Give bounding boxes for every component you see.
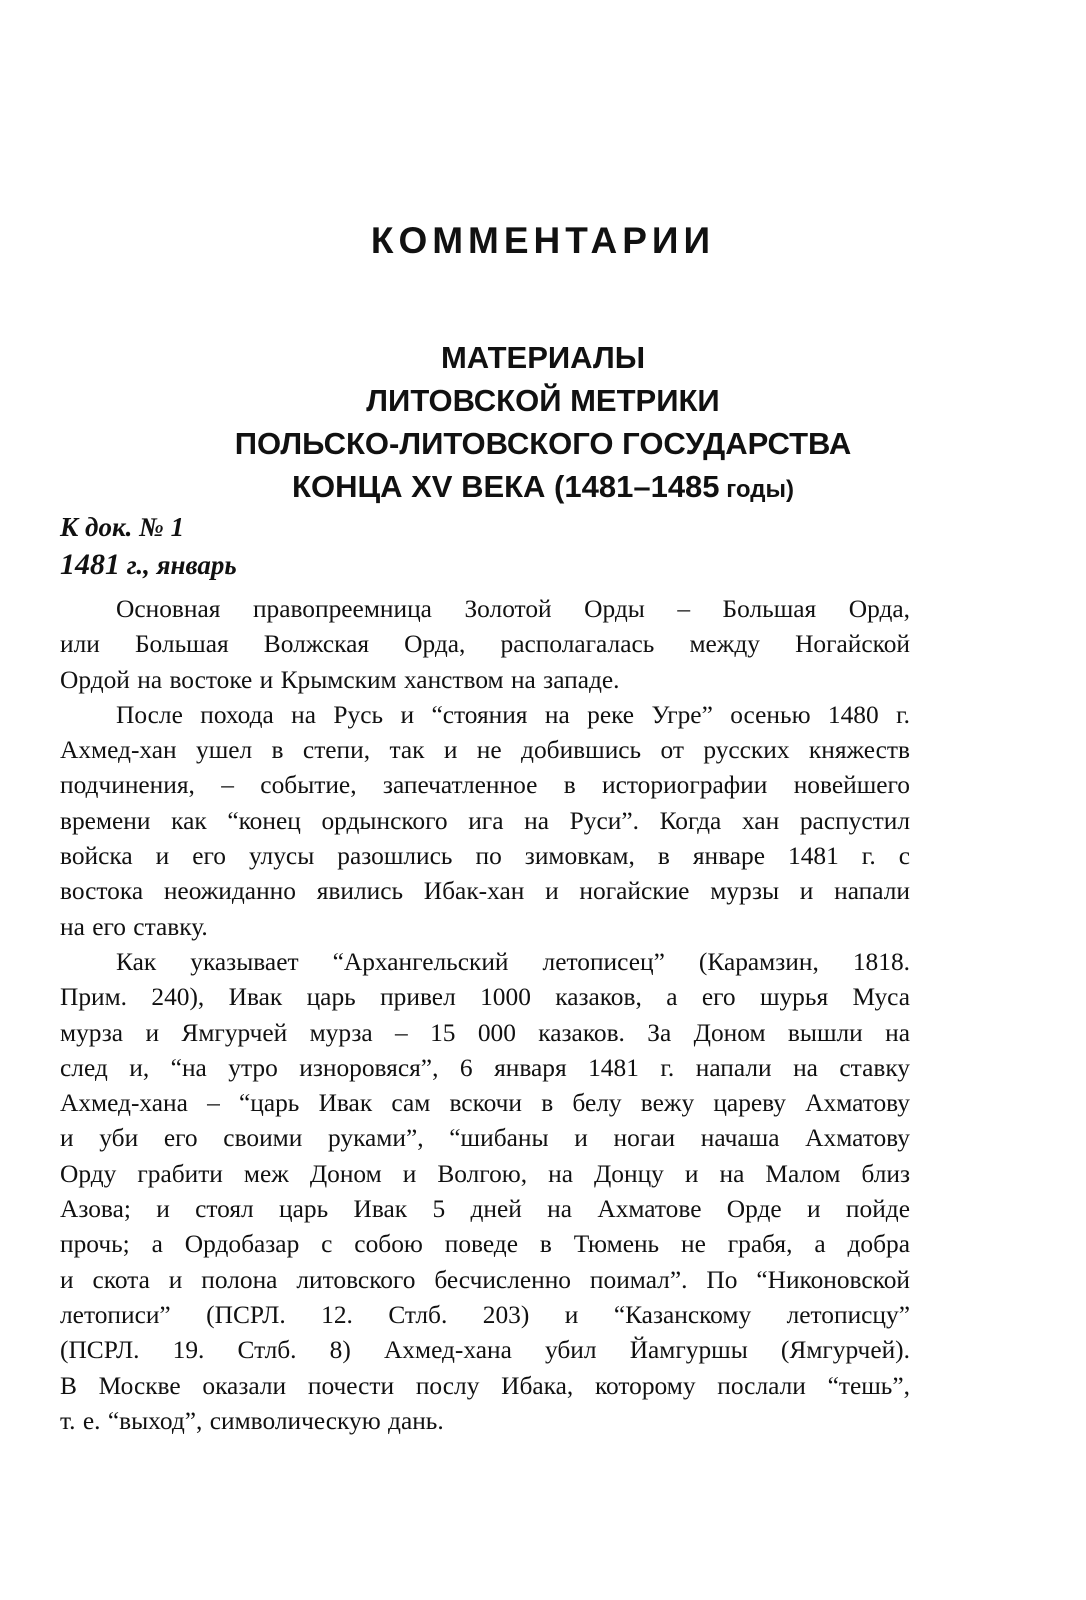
section-title-line-4-small: годы) [719, 476, 794, 503]
paragraph-line: После похода на Русь и “стояния на реке Угре” осенью 1480 г. [116, 700, 910, 729]
paragraph-line: Ордой на востоке и Крымским ханством на западе. [60, 665, 620, 694]
paragraph-line: Ахмед-хан ушел в степи, так и не добившись от русских княжеств [60, 736, 910, 765]
paragraph-line: или Большая Волжская Орда, располагалась между Ногайской [60, 630, 910, 659]
section-title-line-1: МАТЕРИАЛЫ [440, 340, 646, 375]
paragraph-line: Ахмед-хана – “царь Ивак сам вскочи в белу вежу цареву Ахматову [60, 1089, 910, 1118]
paragraph-line: Орду грабити меж Доном и Волгою, на Донцу и на Малом близ [60, 1159, 910, 1188]
paragraph-line: т. е. “выход”, символическую дань. [60, 1406, 444, 1435]
paragraph [60, 592, 910, 698]
paragraph-line: на его ставку. [60, 912, 208, 941]
paragraph-line: (ПСРЛ. 19. Стлб. 8) Ахмед-хана убил Йамгуршы (Ямгурчей). [60, 1336, 910, 1365]
paragraph [60, 945, 910, 1439]
paragraph-line: востока неожиданно явились Ибак-хан и ногайские мурзы и напали [60, 877, 910, 906]
commentary-body [60, 592, 910, 1439]
document-year: 1481 [60, 548, 120, 581]
paragraph-line: след и, “на утро изноровяся”, 6 января 1481 г. напали на ставку [60, 1053, 910, 1082]
document-number: К док. № 1 [60, 512, 185, 542]
paragraph-line: Как указывает “Архангельский летописец” (Карамзин, 1818. [116, 947, 910, 976]
paragraph-line: мурза и Ямгурчей мурза – 15 000 казаков. За Доном вышли на [60, 1018, 910, 1047]
document-date [60, 546, 660, 584]
paragraph-line: войска и его улусы разошлись по зимовкам, в январе 1481 г. с [60, 842, 910, 871]
paragraph-line: В Москве оказали почести послу Ибака, которому послали “тешь”, [60, 1371, 910, 1400]
section-title-line-3: ПОЛЬСКО-ЛИТОВСКОГО ГОСУДАРСТВА [234, 426, 852, 461]
paragraph-line: Основная правопреемница Золотой Орды – Большая Орда, [116, 595, 910, 623]
section-title-line-2: ЛИТОВСКОЙ МЕТРИКИ [366, 383, 720, 418]
paragraph-line: и скота и полона литовского бесчисленно поимал”. По “Никоновской [60, 1265, 910, 1294]
paragraph [60, 698, 910, 945]
section-title [0, 336, 1086, 511]
paragraph-line: подчинения, – событие, запечатленное в историографии новейшего [60, 771, 910, 800]
paragraph-line: прочь; а Ордобазар с собою поведе в Тюмень не грабя, а добра [60, 1230, 910, 1259]
paragraph-line: летописи” (ПСРЛ. 12. Стлб. 203) и “Казанскому летописцу” [60, 1300, 910, 1329]
section-title-line-4 [0, 465, 1086, 511]
document-reference [60, 508, 660, 584]
paragraph-line: и уби его своими руками”, “шибаны и ногаи начаша Ахматову [60, 1124, 910, 1153]
document-date-rest: г., январь [120, 550, 237, 580]
page-heading: КОММЕНТАРИИ [370, 220, 716, 261]
paragraph-line: Азова; и стоял царь Ивак 5 дней на Ахматове Орде и пойде [60, 1195, 910, 1224]
paragraph-line: времени как “конец ордынского ига на Руси”. Когда хан распустил [60, 806, 910, 835]
paragraph-line: Прим. 240), Ивак царь привел 1000 казаков, а его шурья Муса [60, 983, 910, 1012]
section-title-line-4-main: КОНЦА XV ВЕКА (1481–1485 [292, 469, 720, 504]
